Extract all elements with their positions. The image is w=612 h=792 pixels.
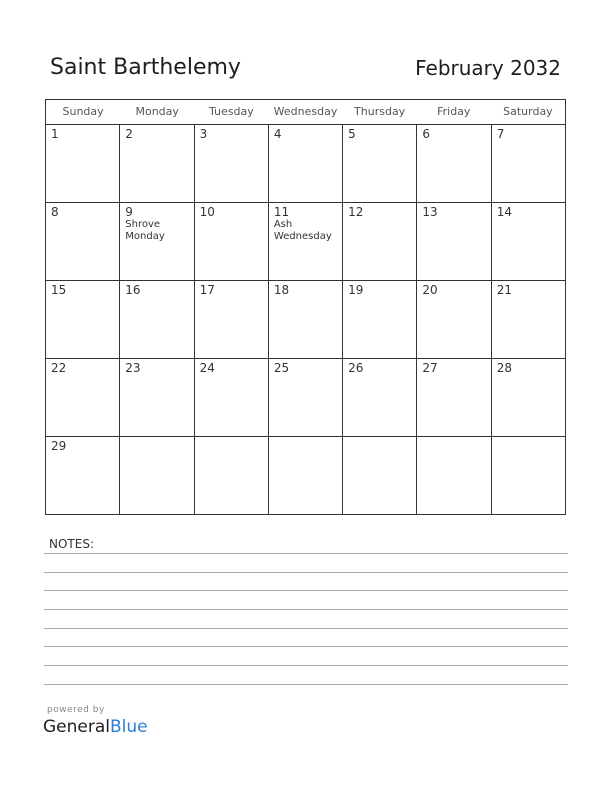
day-cell: [343, 125, 417, 202]
day-cell: [120, 281, 194, 358]
day-number: 29: [51, 439, 67, 453]
note-line: [44, 572, 568, 573]
day-number: 13: [422, 205, 438, 219]
day-cell: [195, 281, 269, 358]
day-number: 21: [496, 283, 512, 297]
day-cell: [343, 281, 417, 358]
note-line: [44, 628, 568, 629]
note-line: [44, 665, 568, 666]
calendar-grid: [45, 99, 566, 515]
day-cell: [417, 125, 491, 202]
day-number: 1: [51, 127, 59, 141]
day-event: Shrove Monday: [125, 219, 165, 242]
day-cell: [492, 281, 565, 358]
day-number: 2: [125, 127, 133, 141]
day-cell: [195, 437, 269, 514]
weekday-thursday: Thursday: [354, 105, 406, 118]
day-number: 23: [125, 361, 141, 375]
day-cell: [46, 203, 120, 280]
weekday-tuesday: Tuesday: [208, 105, 254, 118]
day-number: 11: [273, 205, 290, 219]
weekday-wednesday: Wednesday: [273, 105, 338, 118]
weekday-friday: Friday: [437, 105, 471, 118]
day-cell: [417, 359, 491, 436]
day-number: 9: [125, 205, 133, 219]
day-cell: [417, 281, 491, 358]
brand-blue: Blue: [110, 717, 148, 737]
notes-label: NOTES:: [49, 537, 94, 551]
weekday-monday: Monday: [135, 105, 179, 118]
brand-general: General: [43, 717, 110, 737]
day-number: 7: [496, 127, 505, 141]
day-number: 28: [496, 361, 512, 375]
day-cell: [46, 437, 120, 514]
day-cell: [120, 359, 194, 436]
day-number: 8: [51, 205, 59, 219]
day-number: 10: [199, 205, 215, 219]
day-number: 19: [348, 283, 364, 297]
weekday-saturday: Saturday: [503, 105, 553, 118]
day-number: 27: [422, 361, 438, 375]
day-cell: [120, 437, 194, 514]
day-number: 15: [51, 283, 67, 297]
generalblue-logo: [43, 717, 148, 737]
day-cell: [195, 203, 269, 280]
day-cell: [120, 203, 194, 280]
day-cell: [343, 359, 417, 436]
day-cell: [46, 281, 120, 358]
week-row-4: [46, 359, 565, 437]
day-number: 17: [199, 283, 215, 297]
day-number: 5: [348, 127, 356, 141]
note-line: [44, 609, 568, 610]
day-cell: [46, 359, 120, 436]
day-cell: [269, 203, 343, 280]
day-cell: [120, 125, 194, 202]
day-cell: [269, 437, 343, 514]
day-number: 16: [125, 283, 141, 297]
powered-by-text: powered by: [47, 705, 105, 715]
week-row-2: [46, 203, 565, 281]
note-line: [44, 684, 568, 685]
day-event: Ash Wednesday: [273, 219, 332, 242]
day-number: 22: [51, 361, 67, 375]
day-cell: [46, 125, 120, 202]
day-cell: [492, 437, 565, 514]
week-row-3: [46, 281, 565, 359]
day-number: 24: [199, 361, 215, 375]
day-number: 3: [199, 127, 208, 141]
day-number: 12: [348, 205, 364, 219]
day-number: 20: [422, 283, 438, 297]
day-cell: [492, 125, 565, 202]
day-number: 25: [273, 361, 290, 375]
calendar-country-title: Saint Barthelemy: [50, 55, 241, 80]
weekday-sunday: Sunday: [62, 105, 104, 118]
day-cell: [343, 437, 417, 514]
day-number: 18: [273, 283, 290, 297]
day-cell: [269, 359, 343, 436]
note-line: [44, 646, 568, 647]
day-cell: [269, 125, 343, 202]
note-line: [44, 590, 568, 591]
day-number: 14: [496, 205, 512, 219]
day-number: 4: [273, 127, 282, 141]
note-line: [44, 553, 568, 554]
day-number: 6: [422, 127, 431, 141]
week-row-5: [46, 437, 565, 514]
day-cell: [343, 203, 417, 280]
weekday-header-row: [46, 100, 565, 125]
day-cell: [195, 359, 269, 436]
day-cell: [492, 359, 565, 436]
day-cell: [492, 203, 565, 280]
day-cell: [269, 281, 343, 358]
day-number: 26: [348, 361, 364, 375]
week-row-1: [46, 125, 565, 203]
day-cell: [417, 437, 491, 514]
day-cell: [417, 203, 491, 280]
day-cell: [195, 125, 269, 202]
calendar-month-title: February 2032: [415, 56, 561, 80]
